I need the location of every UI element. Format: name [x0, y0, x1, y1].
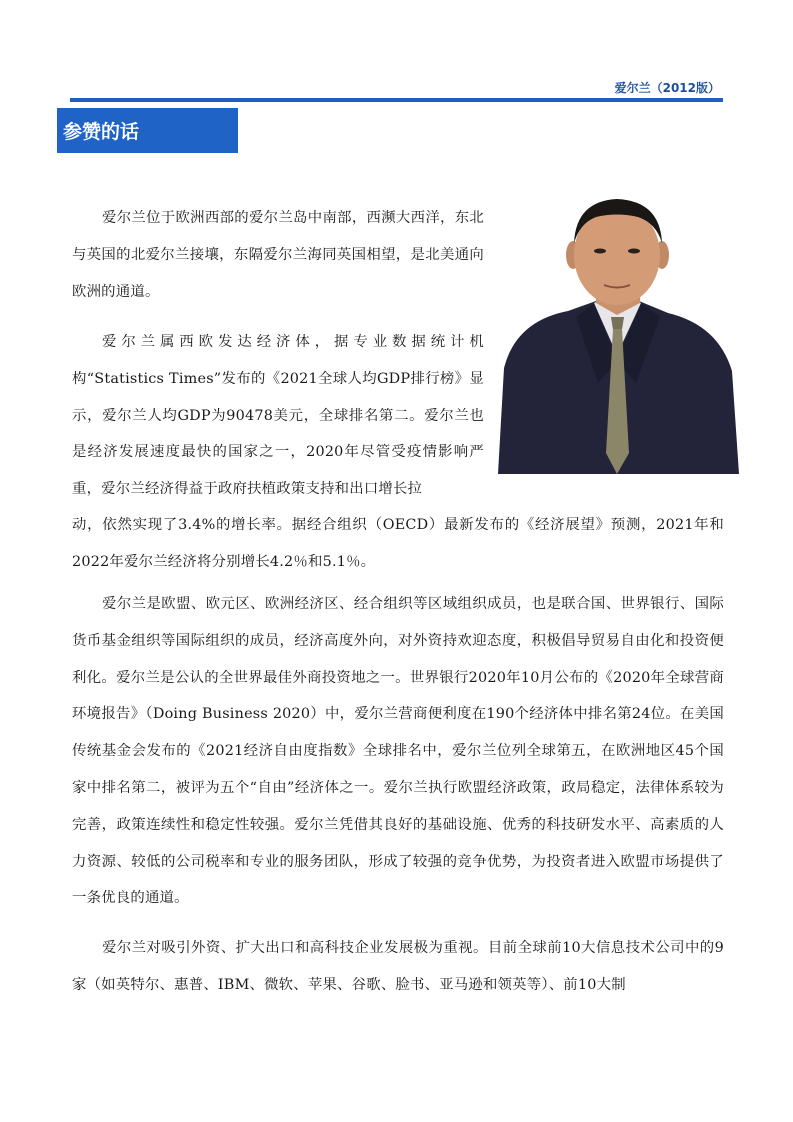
paragraph-investment-environment: 爱尔兰是欧盟、欧元区、欧洲经济区、经合组织等区域组织成员，也是联合国、世界银行、国际货币基金组织等国际组织的成员，经济高度外向，对外资持欢迎态度，积极倡导贸易自由化和投资便利化。爱尔兰是公认的全世界最佳外商投资地之一。世界银行2020年10月公布的《2020年全球营商环境报告》（Doing Business 2020）中，爱尔兰营商便利度在190个经济体中排名第24位。在美国传统基金会发布的《2021经济自由度指数》全球排名中，爱尔兰位列全球第五，在欧洲地区45个国家中排名第二，被评为五个“自由”经济体之一。爱尔兰执行欧盟经济政策，政局稳定，法律体系较为完善，政策连续性和稳定性较强。爱尔兰凭借其良好的基础设施、优秀的科技研发水平、高素质的人力资源、较低的公司税率和专业的服务团队，形成了较强的竞争优势，为投资者进入欧盟市场提供了一条优良的通道。	[72, 596, 724, 907]
header-rule	[70, 98, 723, 102]
paragraph-foreign-investment: 爱尔兰对吸引外资、扩大出口和高科技企业发展极为重视。目前全球前10大信息技术公司中的9家（如英特尔、惠普、IBM、微软、苹果、谷歌、脸书、亚马逊和领英等）、前10大制	[72, 940, 724, 993]
portrait-photo	[496, 193, 739, 474]
paragraph-economy-continued: 动，依然实现了3.4%的增长率。据经合组织（OECD）最新发布的《经济展望》预测，2021年和2022年爱尔兰经济将分别增长4.2％和5.1％。	[72, 517, 724, 570]
section-title	[57, 108, 238, 153]
paragraph-economy: 爱尔兰属西欧发达经济体，据专业数据统计机构“Statistics Times”发布的《2021全球人均GDP排行榜》显示，爱尔兰人均GDP为90478美元，全球排名第二。爱尔兰也是经济发展速度最快的国家之一，2020年尽管受疫情影响严重，爱尔兰经济得益于政府扶植政策支持和出口增长拉	[72, 334, 484, 498]
header-label: 爱尔兰（2012版）	[614, 81, 720, 95]
paragraph-geography: 爱尔兰位于欧洲西部的爱尔兰岛中南部，西濒大西洋，东北与英国的北爱尔兰接壤，东隔爱尔兰海同英国相望，是北美通向欧洲的通道。	[72, 210, 484, 300]
section-title-text: 参赞的话	[63, 121, 140, 143]
